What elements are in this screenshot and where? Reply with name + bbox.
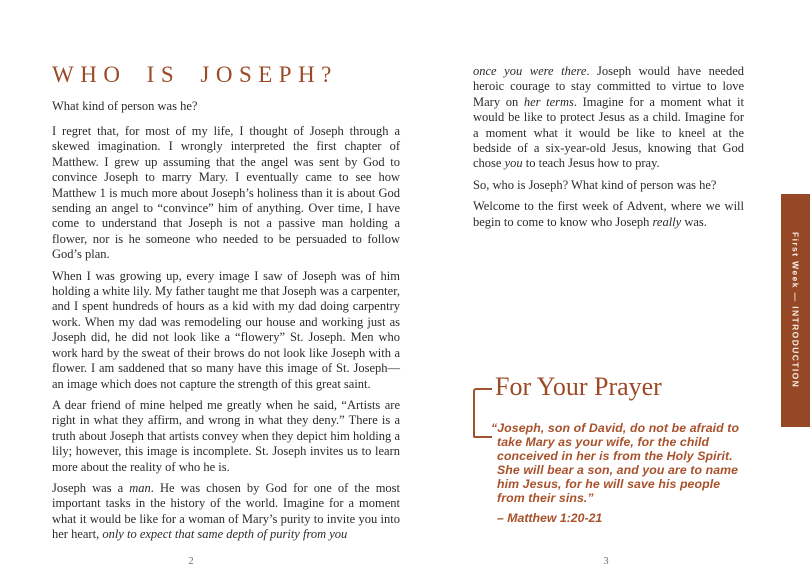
left-page <box>52 62 400 549</box>
right-page <box>473 64 744 236</box>
prayer-heading: For Your Prayer <box>495 372 662 401</box>
section-tab <box>781 194 810 427</box>
paragraph: A dear friend of mine helped me greatly when he said, “Artists are right in what they affirm, and wrong in what they deny.” There is a truth about Joseph that artists convey when they depict him holding a lily; however, this image is incomplete. St. Joseph invites us to learn more about the reality of who he is. <box>52 397 400 474</box>
page-number-right: 3 <box>603 556 609 567</box>
paragraph: I regret that, for most of my life, I thought of Joseph through a skewed imagination. I wrongly interpreted the first chapter of Matthew. I grew up assuming that the angel was sent by God to convince Joseph to marry Mary. I eventually came to see how Matthew 1 is much more about Joseph’s holiness than it is about God sending an angel to “convince” him of anything. Over time, I have come to understand that Joseph is not a passive man holding a flower, nor is he someone who needed to be persuaded to follow God’s plan. <box>52 124 400 262</box>
prayer-attribution: – Matthew 1:20-21 <box>497 511 603 525</box>
subtitle: What kind of person was he? <box>52 99 198 113</box>
prayer-section <box>473 372 758 525</box>
page-title: WHO IS JOSEPH? <box>52 62 338 87</box>
paragraph: When I was growing up, every image I saw of Joseph was of him holding a white lily. My father taught me that Joseph was a carpenter, and I spent hundreds of hours as a kid with my dad doing carpentry work. When my dad was remodeling our house and working just as Joseph did, he did not look like a “flowery” St. Joseph. Men who work hard by the sweat of their brows do not look like Joseph with a flower. I am saddened that so many have this image of St. Joseph—an image which does not capture the strength of this great saint. <box>52 268 400 391</box>
page-number-left: 2 <box>188 556 194 567</box>
paragraph: Joseph was a man. He was chosen by God for one of the most important tasks in the history of the world. Imagine for a moment what it would be like for a woman of Mary’s purity to invite you into her heart, only to expect that same depth of purity from you <box>52 480 401 542</box>
prayer-quote: “Joseph, son of David, do not be afraid to take Mary as your wife, for the child conceived in her is from the Holy Spirit. She will bear a son, and you are to name him Jesus, for he will save his people from their sins.” <box>491 421 740 505</box>
section-tab-label: First Week — INTRODUCTION <box>790 232 801 389</box>
paragraph: Welcome to the first week of Advent, where we will begin to come to know who Joseph really was. <box>473 199 744 229</box>
bracket-decoration <box>473 388 492 438</box>
paragraph: So, who is Joseph? What kind of person was he? <box>473 177 717 192</box>
paragraph: once you were there. Joseph would have needed heroic courage to stay committed to virtue to love Mary on her terms. Imagine for a moment what it would be like to protect Jesus as a child. Imagine for a moment what it would be like to kneel at the bedside of a six-year-old Jesus, knowing that God chose you to teach Jesus how to pray. <box>473 64 744 171</box>
